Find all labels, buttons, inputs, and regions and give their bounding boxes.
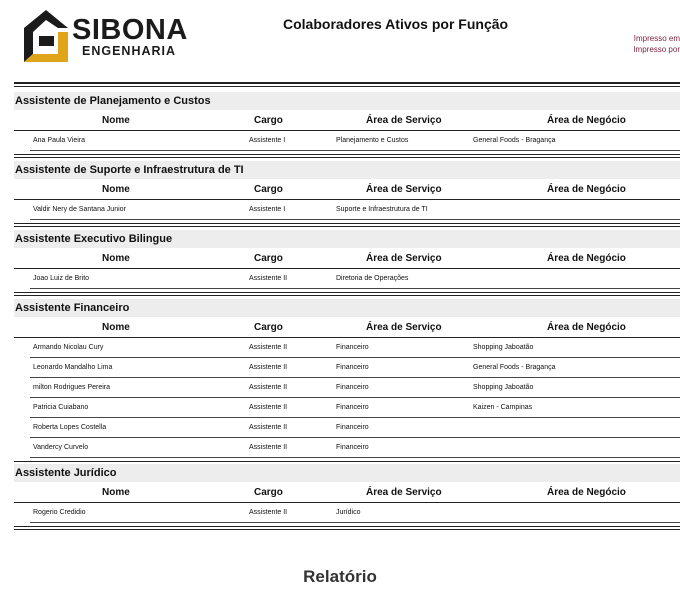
column-headers <box>14 179 680 199</box>
report-footer: Relatório <box>303 567 377 586</box>
column-header-nome: Nome <box>102 253 130 264</box>
report-group <box>14 161 680 227</box>
group-title: Assistente de Suporte e Infraestrutura de TI <box>14 161 680 179</box>
group-end-divider-thin <box>14 295 680 296</box>
cell-area: Financeiro <box>336 384 369 391</box>
table-row <box>30 378 680 398</box>
column-header-nome: Nome <box>102 115 130 126</box>
cell-cargo: Assistente I <box>249 206 286 213</box>
column-header-area: Área de Serviço <box>366 184 442 195</box>
cell-cargo: Assistente II <box>249 424 288 431</box>
cell-area: Suporte e Infraestrutura de TI <box>336 206 428 213</box>
cell-cargo: Assistente II <box>249 509 288 516</box>
cell-area: Financeiro <box>336 344 369 351</box>
column-header-negocio: Área de Negócio <box>547 253 626 264</box>
column-header-cargo: Cargo <box>254 322 283 333</box>
group-end-divider <box>14 461 680 462</box>
group-end-divider <box>14 154 680 155</box>
cell-cargo: Assistente II <box>249 384 288 391</box>
table-row <box>30 338 680 358</box>
report-group <box>14 464 680 530</box>
group-end-divider-thin <box>14 157 680 158</box>
cell-negocio: General Foods - Bragança <box>473 364 556 371</box>
header-divider-thin <box>14 86 680 87</box>
cell-area: Financeiro <box>336 404 369 411</box>
column-headers <box>14 317 680 337</box>
cell-nome: Patricia Cuiabano <box>33 404 89 411</box>
group-title: Assistente Jurídico <box>14 464 680 482</box>
cell-negocio: Kaizen - Campinas <box>473 404 533 411</box>
company-logo <box>24 8 188 66</box>
logo-house-icon <box>24 8 70 64</box>
cell-nome: Armando Nicolau Cury <box>33 344 104 351</box>
cell-cargo: Assistente I <box>249 137 286 144</box>
header-divider <box>14 82 680 84</box>
column-header-negocio: Área de Negócio <box>547 184 626 195</box>
cell-nome: milton Rodrigues Pereira <box>33 384 111 391</box>
column-header-negocio: Área de Negócio <box>547 487 626 498</box>
table-row <box>30 438 680 458</box>
table-row <box>30 503 680 523</box>
cell-nome: Joao Luiz de Brito <box>33 275 90 282</box>
cell-negocio: Shopping Jaboatão <box>473 384 534 391</box>
group-end-divider <box>14 292 680 293</box>
cell-area: Financeiro <box>336 444 369 451</box>
group-title: Assistente de Planejamento e Custos <box>14 92 680 110</box>
group-end-divider-thin <box>14 529 680 530</box>
report-title: Colaboradores Ativos por Função <box>283 16 509 32</box>
column-header-area: Área de Serviço <box>366 115 442 126</box>
cell-area: Jurídico <box>336 509 361 516</box>
column-header-cargo: Cargo <box>254 115 283 126</box>
printed-date-label: Impresso em <box>633 34 680 43</box>
cell-cargo: Assistente II <box>249 444 288 451</box>
cell-cargo: Assistente II <box>249 275 288 282</box>
logo-subtitle: ENGENHARIA <box>82 44 177 58</box>
printed-by-label: Impresso por <box>633 45 680 54</box>
report-group <box>14 230 680 296</box>
column-header-negocio: Área de Negócio <box>547 115 626 126</box>
cell-area: Financeiro <box>336 424 369 431</box>
cell-nome: Leonardo Mandalho Lima <box>33 364 113 371</box>
table-row <box>30 131 680 151</box>
column-headers <box>14 482 680 502</box>
column-header-cargo: Cargo <box>254 253 283 264</box>
report-group <box>14 92 680 158</box>
cell-cargo: Assistente II <box>249 344 288 351</box>
column-header-nome: Nome <box>102 184 130 195</box>
column-header-cargo: Cargo <box>254 487 283 498</box>
column-header-negocio: Área de Negócio <box>547 322 626 333</box>
group-title: Assistente Financeiro <box>14 299 680 317</box>
column-headers <box>14 110 680 130</box>
group-end-divider <box>14 526 680 527</box>
cell-cargo: Assistente II <box>249 364 288 371</box>
cell-nome: Roberta Lopes Costella <box>33 424 107 431</box>
cell-negocio: Shopping Jaboatão <box>473 344 534 351</box>
column-header-area: Área de Serviço <box>366 253 442 264</box>
table-row <box>30 358 680 378</box>
cell-nome: Rogerio Credidio <box>33 509 86 516</box>
column-header-cargo: Cargo <box>254 184 283 195</box>
table-row <box>30 418 680 438</box>
cell-nome: Vandercy Curvelo <box>33 444 89 451</box>
table-row <box>30 398 680 418</box>
group-title: Assistente Executivo Bilingue <box>14 230 680 248</box>
printed-info <box>620 33 680 55</box>
logo-name: SIBONA <box>72 14 188 46</box>
column-headers <box>14 248 680 268</box>
cell-area: Diretoria de Operações <box>336 275 409 282</box>
cell-negocio: General Foods - Bragança <box>473 137 556 144</box>
column-header-area: Área de Serviço <box>366 487 442 498</box>
column-header-nome: Nome <box>102 322 130 333</box>
cell-nome: Ana Paula Vieira <box>33 137 86 144</box>
report-group <box>14 299 680 465</box>
table-row <box>30 200 680 220</box>
column-header-nome: Nome <box>102 487 130 498</box>
table-row <box>30 269 680 289</box>
column-header-area: Área de Serviço <box>366 322 442 333</box>
report-header <box>0 0 680 80</box>
group-end-divider-thin <box>14 226 680 227</box>
group-end-divider <box>14 223 680 224</box>
cell-cargo: Assistente II <box>249 404 288 411</box>
cell-area: Planejamento e Custos <box>336 137 409 144</box>
cell-nome: Valdir Nery de Santana Junior <box>33 206 126 213</box>
cell-area: Financeiro <box>336 364 369 371</box>
